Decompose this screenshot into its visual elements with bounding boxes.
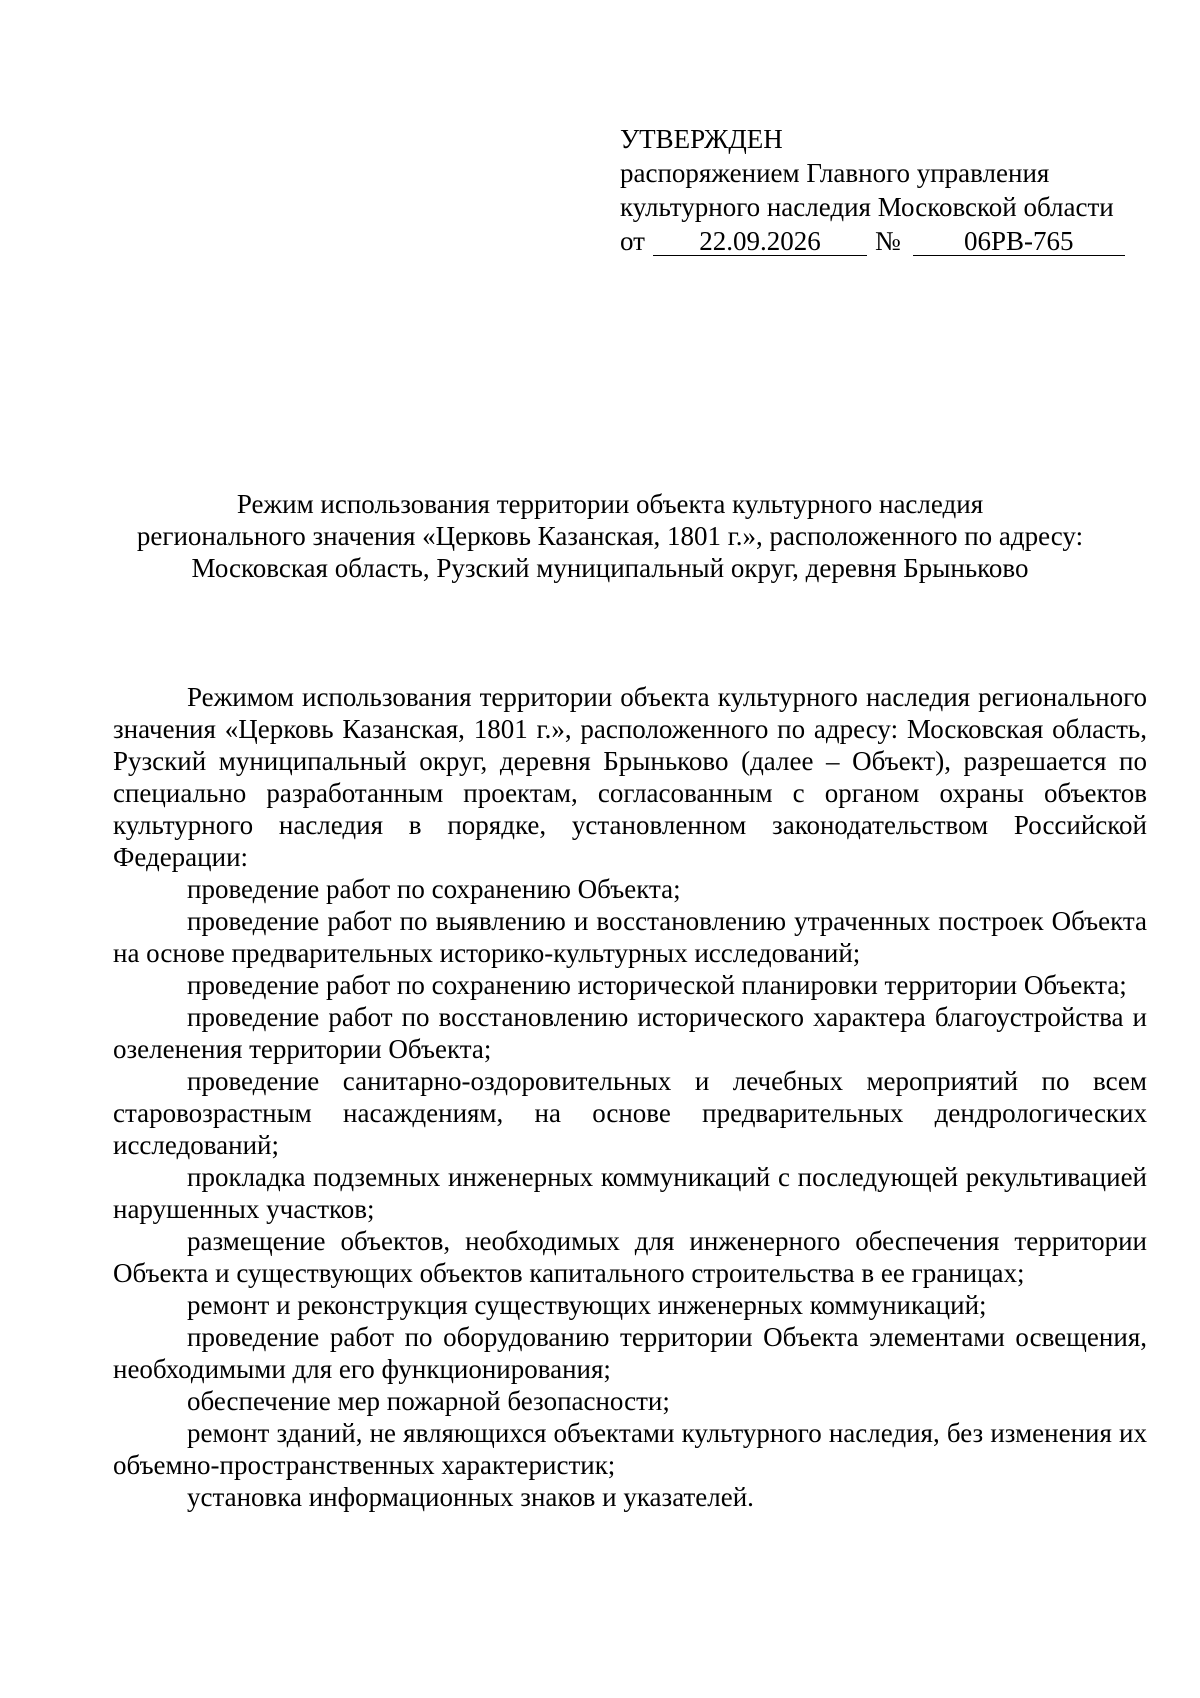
- list-item: проведение работ по восстановлению исторического характера благоустройства и озеленения территории Объекта;: [113, 1002, 1147, 1064]
- date-prefix: от: [620, 226, 645, 256]
- list-item: проведение санитарно-оздоровительных и лечебных мероприятий по всем старовозрастным насаждениям, на основе предварительных дендрологических исследований;: [113, 1066, 1147, 1160]
- list-item: установка информационных знаков и указателей.: [187, 1482, 754, 1512]
- list-item: размещение объектов, необходимых для инженерного обеспечения территории Объекта и существующих объектов капитального строительства в ее границах;: [113, 1226, 1147, 1288]
- number-sign: №: [874, 226, 901, 256]
- approval-heading: УТВЕРЖДЕН: [620, 124, 783, 154]
- approval-number: 06РВ-765: [913, 227, 1125, 256]
- title-line-1: Режим использования территории объекта культурного наследия: [236, 489, 984, 519]
- title-line-2: регионального значения «Церковь Казанская, 1801 г.», расположенного по адресу:: [136, 521, 1084, 551]
- approval-stamp-block: [620, 122, 1180, 258]
- list-item: прокладка подземных инженерных коммуникаций с последующей рекультивацией нарушенных участков;: [113, 1162, 1147, 1224]
- list-item: проведение работ по сохранению Объекта;: [187, 874, 681, 904]
- list-item: обеспечение мер пожарной безопасности;: [187, 1386, 670, 1416]
- body-intro-paragraph: Режимом использования территории объекта культурного наследия регионального значения «Церковь Казанская, 1801 г.», расположенного по адресу: Московская область, Рузский муниципальный округ, деревня Брыньково (далее – Объект), разрешается по специально разработанным проектам, согласованным с органом охраны объектов культурного наследия в порядке, установленном законодательством Российской Федерации:: [113, 682, 1147, 872]
- approval-line-2: культурного наследия Московской области: [620, 192, 1114, 222]
- list-item: проведение работ по оборудованию территории Объекта элементами освещения, необходимыми для его функционирования;: [113, 1322, 1147, 1384]
- document-body: [113, 681, 1147, 1513]
- list-item: проведение работ по выявлению и восстановлению утраченных построек Объекта на основе предварительных историко-культурных исследований;: [113, 906, 1147, 968]
- list-item: ремонт зданий, не являющихся объектами культурного наследия, без изменения их объемно-пространственных характеристик;: [113, 1418, 1147, 1480]
- list-item: ремонт и реконструкция существующих инженерных коммуникаций;: [187, 1290, 987, 1320]
- approval-date-row: [620, 224, 1180, 258]
- list-item: проведение работ по сохранению исторической планировки территории Объекта;: [187, 970, 1127, 1000]
- approval-line-1: распоряжением Главного управления: [620, 158, 1050, 188]
- approval-date: 22.09.2026: [653, 227, 867, 256]
- document-title: [110, 488, 1110, 584]
- title-line-3: Московская область, Рузский муниципальный округ, деревня Брыньково: [191, 553, 1029, 583]
